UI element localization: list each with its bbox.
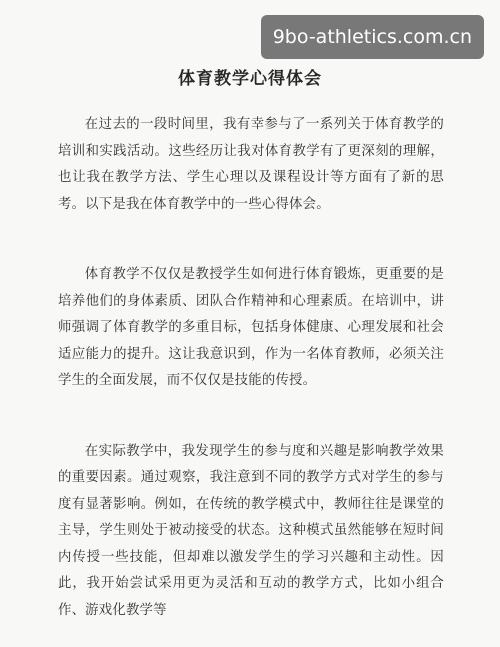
document-body [58, 112, 444, 624]
paragraph-3: 在实际教学中，我发现学生的参与度和兴趣是影响教学效果的重要因素。通过观察，我注意到不同的教学方式对学生的参与度有显著影响。例如，在传统的教学模式中，教师往往是课堂的主导，学生则处于被动接受的状态。这种模式虽然能够在短时间内传授一些技能，但却难以激发学生的学习兴趣和主动性。因此，我开始尝试采用更为灵活和互动的教学方式，比如小组合作、游戏化教学等 [58, 443, 444, 618]
paragraph-2: 体育教学不仅仅是教授学生如何进行体育锻炼，更重要的是培养他们的身体素质、团队合作精神和心理素质。在培训中，讲师强调了体育教学的多重目标，包括身体健康、心理发展和社会适应能力的提升。这让我意识到，作为一名体育教师，必须关注学生的全面发展，而不仅仅是技能的传授。 [58, 267, 444, 388]
watermark: 9bo-athletics.com.cn [261, 15, 484, 59]
paragraph-1: 在过去的一段时间里，我有幸参与了一系列关于体育教学的培训和实践活动。这些经历让我对体育教学有了更深刻的理解，也让我在教学方法、学生心理以及课程设计等方面有了新的思考。以下是我在体育教学中的一些心得体会。 [58, 117, 444, 212]
document-title: 体育教学心得体会 [178, 69, 322, 89]
